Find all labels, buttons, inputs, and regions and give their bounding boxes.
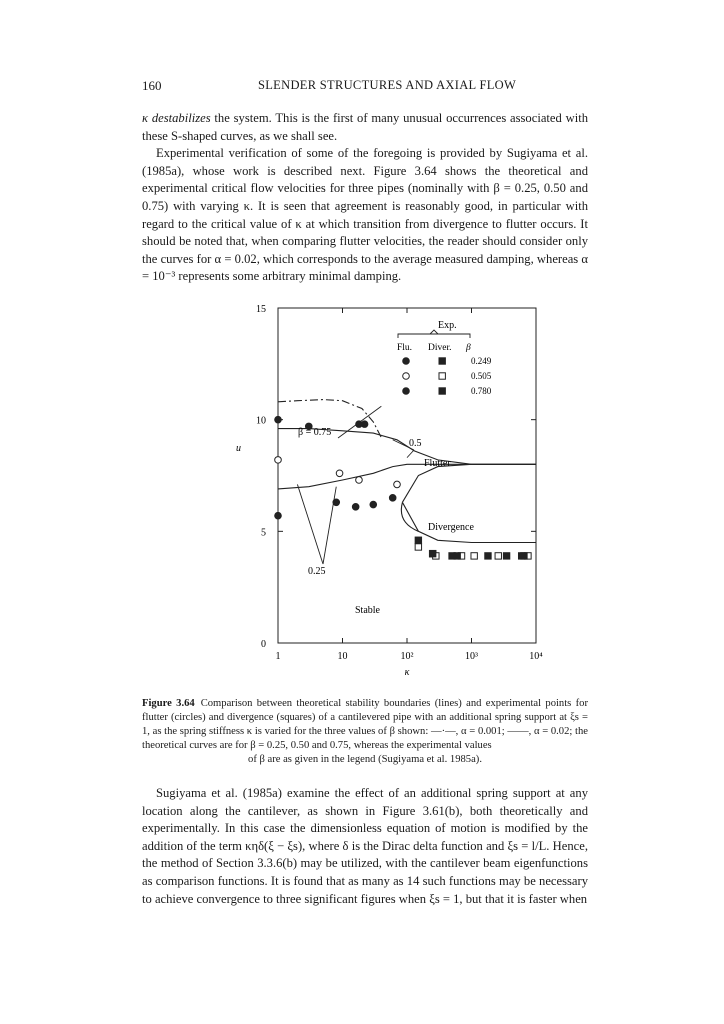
figure-3-64 — [218, 298, 548, 693]
region-labels — [298, 427, 474, 616]
legend-beta-2: 0.505 — [471, 371, 492, 381]
legend-circle-symbol — [403, 388, 410, 395]
y-tick-label: 15 — [256, 304, 266, 315]
flutter-point — [389, 495, 396, 502]
x-tick-label: 1 — [275, 651, 281, 662]
paragraph-2: Experimental verification of some of the foregoing is provided by Sugiyama et al. (1985a), whose work is described next. Figure 3.64 shows the theoretical and experimental critical flow velocities for three pipes (nominally with β = 0.25, 0.50 and 0.75) with varying κ. It is seen that agreement is reasonably good, in particular with regard to the critical value of κ at which transition from divergence to flutter occurs. It should be noted that, when comparing flutter velocities, the reader should consider only the curves for α = 0.02, which corresponds to the average measured damping, whereas α = 10⁻³ represents some arbitrary minimal damping. — [142, 146, 588, 284]
legend-col-flutter: Flu. — [397, 343, 413, 353]
paragraph-3: Sugiyama et al. (1985a) examine the effect of an additional spring support at any location along the cantilever, as shown in Figure 3.61(b), both theoretically and experimentally. In this case the dimensionless equation of motion is modified by the addition of the term κηδ(ξ − ξs), where δ is the Dirac delta function and ξs = l/L. Hence, the method of Section 3.3.6(b) may be utilized, with the cantilever beam eigenfunctions as comparison functions. It is found that as many as 14 such functions may be necessary to achieve convergence to three significant figures when ξs = 1, but that it is faster when — [142, 786, 588, 906]
flutter-point — [352, 503, 359, 510]
flutter-point — [394, 481, 401, 488]
divergence-point — [415, 537, 421, 543]
beta-025-label: 0.25 — [308, 566, 326, 577]
legend-circle-symbol — [403, 358, 410, 365]
beta-075-label: β = 0.75 — [298, 427, 332, 438]
legend-title: Exp. — [438, 320, 457, 331]
y-tick-label: 5 — [261, 527, 266, 539]
legend-col-beta: β — [466, 343, 471, 353]
beta-05-label: 0.5 — [409, 438, 422, 449]
legend-circle-symbol — [403, 373, 410, 380]
stable-label: Stable — [355, 605, 380, 616]
y-tick-label: 0 — [261, 639, 266, 650]
divergence-point — [503, 553, 509, 559]
legend-col-divergence: Diver. — [428, 343, 452, 353]
y-axis-label: u — [236, 442, 241, 454]
flutter-point — [336, 470, 343, 477]
flutter-label: Flutter — [424, 458, 451, 469]
y-tick-label: 10 — [256, 415, 266, 427]
caption-text: Comparison between theoretical stability boundaries (lines) and experimental points for flutter (circles) and divergence (squares) of a cantilevered pipe with an additional spring support at ξs = 1, as the spring stiffness κ is varied for the three values of β shown: —·—, α = 0.001; ——, α = 0.02; the theoretical curves are for β = 0.25, 0.50 and 0.75, whereas the experimental values — [142, 698, 588, 751]
page-number: 160 — [142, 78, 162, 93]
flutter-point — [356, 477, 363, 484]
running-title: SLENDER STRUCTURES AND AXIAL FLOW — [258, 78, 517, 92]
divergence-point — [429, 550, 435, 556]
paragraph-1-text: the system. This is the first of many unusual occurrences associated with these S-shaped curves, as we shall see. — [142, 111, 588, 143]
series-line — [278, 464, 536, 489]
flutter-point — [275, 512, 282, 519]
legend-square-symbol — [439, 388, 445, 394]
x-tick-label: 10³ — [465, 651, 478, 662]
legend-beta-3: 0.780 — [471, 386, 492, 396]
plot-frame — [236, 304, 543, 678]
caption-label: Figure 3.64 — [142, 698, 195, 709]
legend-square-symbol — [439, 358, 445, 364]
divergence-point — [415, 544, 421, 550]
x-tick-label: 10 — [337, 651, 348, 662]
x-tick-label: 10² — [400, 651, 414, 662]
legend-square-symbol — [439, 373, 445, 379]
annotation-leader — [407, 450, 414, 458]
annotation-leader — [297, 484, 323, 564]
x-axis-label: κ — [404, 667, 410, 678]
body-text-bottom — [142, 785, 588, 908]
divergence-point — [485, 553, 491, 559]
x-tick-label: 10⁴ — [529, 651, 543, 662]
flutter-point — [333, 499, 340, 506]
flutter-point — [275, 457, 282, 464]
legend — [397, 320, 492, 396]
divergence-point — [521, 553, 527, 559]
italic-phrase: κ destabilizes — [142, 111, 211, 125]
caption-last-line: of β are as given in the legend (Sugiyama et al. 1985a). — [248, 754, 482, 765]
flutter-point — [370, 501, 377, 508]
legend-bracket-apex — [430, 330, 438, 334]
series-line — [402, 464, 536, 502]
divergence-point — [454, 553, 460, 559]
flutter-point — [361, 421, 368, 428]
legend-beta-1: 0.249 — [471, 356, 492, 366]
stability-chart — [218, 298, 548, 693]
flutter-point — [275, 416, 282, 423]
divergence-point — [471, 553, 477, 559]
body-text-top — [142, 110, 588, 286]
divergence-label: Divergence — [428, 522, 474, 533]
paragraph-1 — [142, 110, 588, 145]
legend-bracket — [398, 334, 470, 338]
figure-caption — [142, 697, 588, 767]
divergence-point — [495, 553, 501, 559]
annotation-leader — [323, 487, 336, 564]
